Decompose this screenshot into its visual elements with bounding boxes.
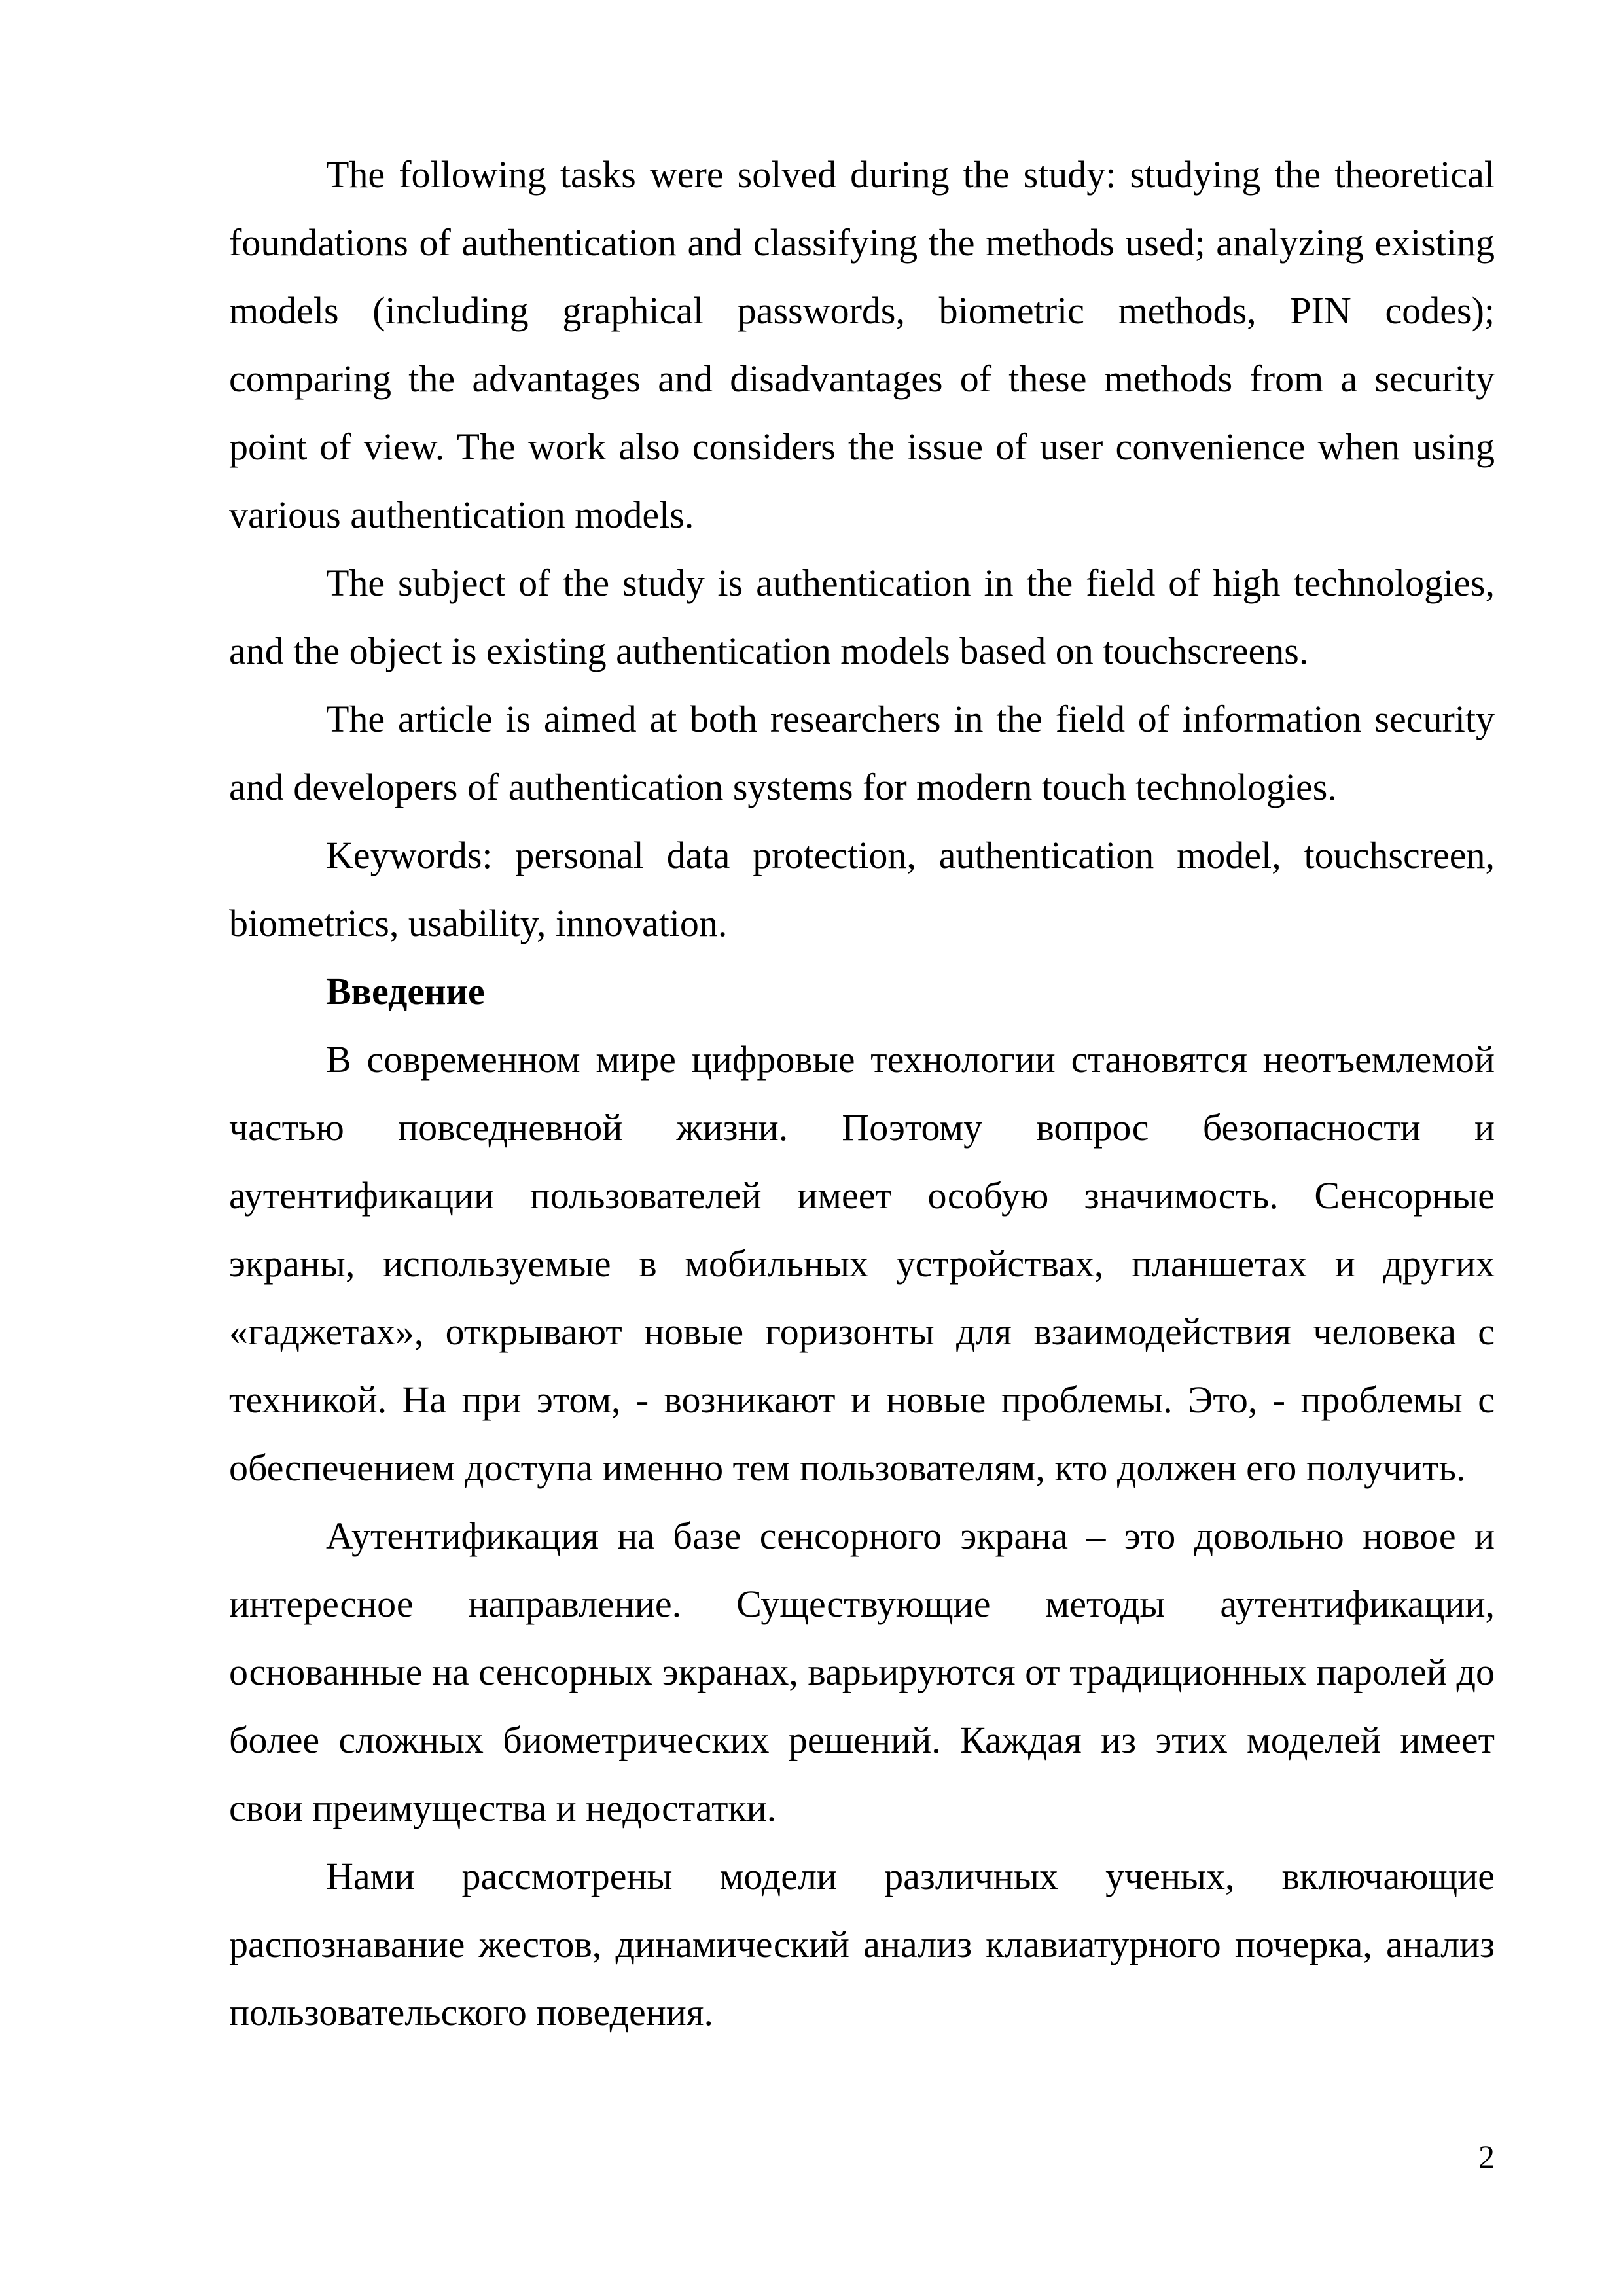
keywords-paragraph: Keywords: personal data protection, authentication model, touchscreen, biometrics, usability, innovation. xyxy=(229,834,1495,944)
document-body xyxy=(229,141,1495,2047)
abstract-paragraph: The following tasks were solved during the study: studying the theoretical foundations of authentication and classifying the methods used; analyzing existing models (including graphical passwords, biometric methods, PIN codes); comparing the advantages and disadvantages of these methods from a security point of view. The work also considers the issue of user convenience when using various authentication models. xyxy=(229,153,1495,536)
introduction-paragraph: Нами рассмотрены модели различных ученых, включающие распознавание жестов, динамический анализ клавиатурного почерка, анализ пользовательского поведения. xyxy=(229,1855,1495,2034)
abstract-paragraph: The subject of the study is authentication in the field of high technologies, and the object is existing authentication models based on touchscreens. xyxy=(229,562,1495,672)
introduction-paragraph: Аутентификация на базе сенсорного экрана – это довольно новое и интересное направление. Существующие методы аутентификации, основанные на сенсорных экранах, варьируются от традиционных паролей до более сложных биометрических решений. Каждая из этих моделей имеет свои преимущества и недостатки. xyxy=(229,1515,1495,1829)
section-heading-introduction: Введение xyxy=(326,970,485,1013)
page-number: 2 xyxy=(1478,2138,1495,2175)
introduction-paragraph: В современном мире цифровые технологии становятся неотъемлемой частью повседневной жизни. Поэтому вопрос безопасности и аутентификации пользователей имеет особую значимость. Сенсорные экраны, используемые в мобильных устройствах, планшетах и других «гаджетах», открывают новые горизонты для взаимодействия человека с техникой. На при этом, - возникают и новые проблемы. Это, - проблемы с обеспечением доступа именно тем пользователям, кто должен его получить. xyxy=(229,1038,1495,1489)
abstract-paragraph: The article is aimed at both researchers in the field of information security and developers of authentication systems for modern touch technologies. xyxy=(229,698,1495,808)
